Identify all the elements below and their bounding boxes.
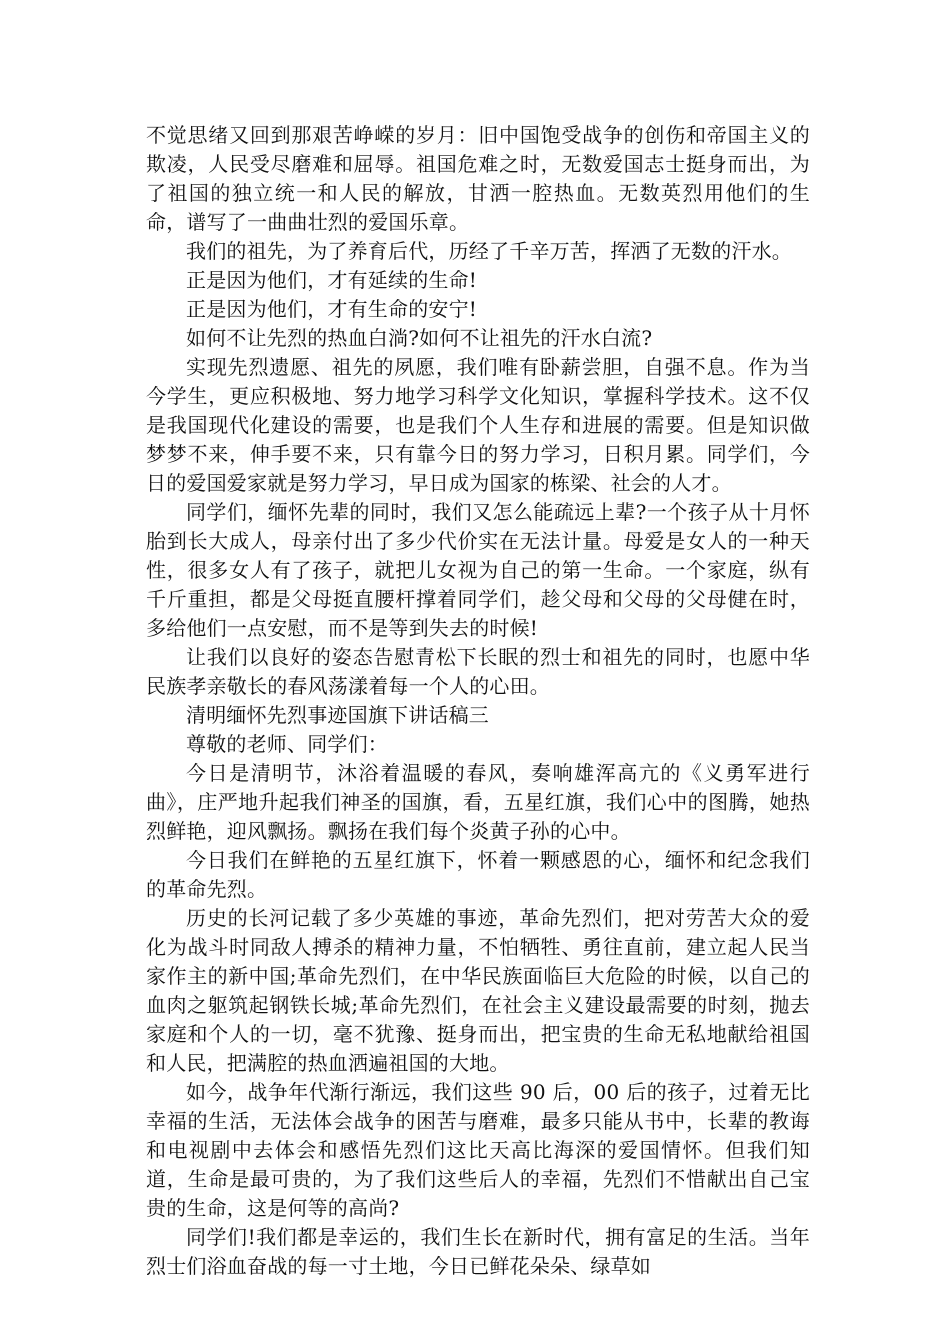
paragraph: 正是因为他们，才有延续的生命! [186,268,478,292]
paragraph: 如今，战争年代渐行渐远，我们这些 90 后，00 后的孩子，过着无比幸福的生活，无法体会战争的困苦与磨难，最多只能从书中，长辈的教诲和电视剧中去体会和感悟先烈们这比天高比海深的爱国情怀。但我们知道，生命是最可贵的，为了我们这些后人的幸福，先烈们不惜献出自己宝贵的生命，这是何等的高尚? [146,1080,810,1220]
paragraph: 历史的长河记载了多少英雄的事迹，革命先烈们，把对劳苦大众的爱化为战斗时同敌人搏杀的精神力量，不怕牺牲、勇往直前，建立起人民当家作主的新中国;革命先烈们，在中华民族面临巨大危险的时候，以自己的血肉之躯筑起钢铁长城;革命先烈们，在社会主义建设最需要的时刻，抛去家庭和个人的一切，毫不犹豫、挺身而出，把宝贵的生命无私地献给祖国和人民，把满腔的热血洒遍祖国的大地。 [146,906,810,1075]
paragraph: 今日是清明节，沐浴着温暖的春风，奏响雄浑高亢的《义勇军进行曲》，庄严地升起我们神圣的国旗，看，五星红旗，我们心中的图腾，她热烈鲜艳，迎风飘扬。飘扬在我们每个炎黄子孙的心中。 [146,761,810,843]
paragraph: 今日我们在鲜艳的五星红旗下，怀着一颗感恩的心，缅怀和纪念我们的革命先烈。 [146,848,810,901]
paragraph: 正是因为他们，才有生命的安宁! [186,297,478,321]
paragraph: 同学们，缅怀先辈的同时，我们又怎么能疏远上辈?一个孩子从十月怀胎到长大成人，母亲付出了多少代价实在无法计量。母爱是女人的一种天性，很多女人有了孩子，就把儿女视为自己的第一生命。一个家庭，纵有千斤重担，都是父母挺直腰杆撑着同学们，趁父母和父母的父母健在时，多给他们一点安慰，而不是等到失去的时候! [146,500,810,640]
paragraph: 同学们!我们都是幸运的，我们生长在新时代，拥有富足的生活。当年烈士们浴血奋战的每一寸土地，今日已鲜花朵朵、绿草如 [146,1225,810,1278]
paragraph: 不觉思绪又回到那艰苦峥嵘的岁月：旧中国饱受战争的创伤和帝国主义的欺凌，人民受尽磨难和屈辱。祖国危难之时，无数爱国志士挺身而出，为了祖国的独立统一和人民的解放，甘洒一腔热血。无数英烈用他们的生命，谱写了一曲曲壮烈的爱国乐章。 [146,123,810,234]
paragraph: 如何不让先烈的热血白淌?如何不让祖先的汗水白流? [186,326,653,350]
salutation: 尊敬的老师、同学们： [186,732,388,756]
section-title: 清明缅怀先烈事迹国旗下讲话稿三 [186,703,489,727]
document-body [146,121,810,1281]
paragraph: 让我们以良好的姿态告慰青松下长眠的烈士和祖先的同时，也愿中华民族孝亲敬长的春风荡漾着每一个人的心田。 [146,645,810,698]
paragraph: 实现先烈遗愿、祖先的夙愿，我们唯有卧薪尝胆，自强不息。作为当今学生，更应积极地、努力地学习科学文化知识，掌握科学技术。这不仅是我国现代化建设的需要，也是我们个人生存和进展的需要。但是知识做梦梦不来，伸手要不来，只有靠今日的努力学习，日积月累。同学们，今日的爱国爱家就是努力学习，早日成为国家的栋梁、社会的人才。 [146,355,810,495]
paragraph: 我们的祖先，为了养育后代，历经了千辛万苦，挥洒了无数的汗水。 [186,239,792,263]
